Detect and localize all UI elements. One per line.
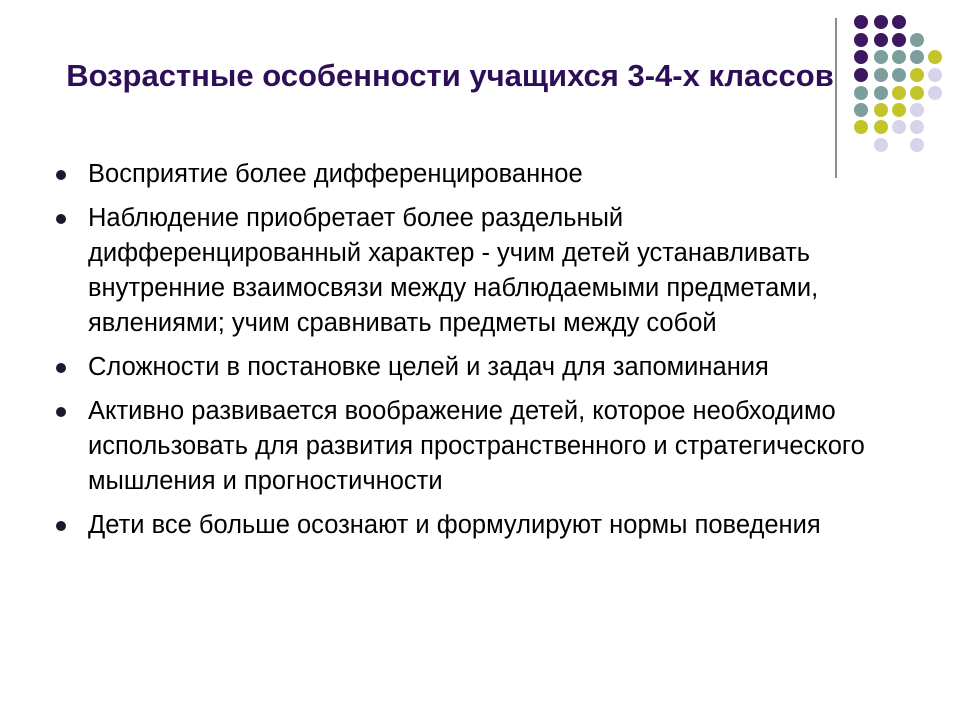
decorative-dot: [892, 103, 906, 117]
bullet-text: Наблюдение приобретает более раздельный дифференцированный характер - учим детей устанавливать внутренние взаимосвязи между наблюдаемыми предметами, явлениями; учим сравнивать предметы между собой: [88, 204, 819, 337]
bullet-dot-icon: [56, 521, 66, 531]
decorative-dot: [874, 15, 888, 29]
decorative-dot: [854, 15, 868, 29]
bullet-item: [48, 508, 868, 543]
bullet-dot-icon: [56, 170, 66, 180]
bullet-item: [48, 394, 868, 499]
bullet-text: Активно развивается воображение детей, которое необходимо использовать для развития пространственного и стратегического мышления и прогностичности: [88, 397, 865, 495]
decorative-dot: [910, 120, 924, 134]
decorative-dot: [892, 33, 906, 47]
decorative-dot: [928, 86, 942, 100]
decorative-dot: [854, 86, 868, 100]
decorative-dot: [874, 50, 888, 64]
decorative-dot: [910, 86, 924, 100]
slide-title: Возрастные особенности учащихся 3-4-х классов: [66, 58, 834, 93]
decorative-dot: [910, 103, 924, 117]
decorative-dot: [874, 68, 888, 82]
bullet-text: Восприятие более дифференцированное: [88, 160, 583, 188]
decorative-dot: [910, 50, 924, 64]
decorative-dot: [874, 103, 888, 117]
bullet-dot-icon: [56, 407, 66, 417]
decorative-dot: [892, 68, 906, 82]
bullet-item: [48, 201, 868, 341]
bullet-text: Дети все больше осознают и формулируют нормы поведения: [88, 511, 821, 539]
bullet-list: [48, 157, 868, 552]
decorative-dot: [910, 138, 924, 152]
decorative-dot: [928, 50, 942, 64]
decorative-dot: [892, 120, 906, 134]
decorative-dot: [892, 50, 906, 64]
decorative-dot: [854, 33, 868, 47]
decorative-dot: [854, 103, 868, 117]
bullet-text: Сложности в постановке целей и задач для запоминания: [88, 353, 769, 381]
decorative-dot: [892, 15, 906, 29]
bullet-dot-icon: [56, 214, 66, 224]
bullet-dot-icon: [56, 363, 66, 373]
decorative-dot: [854, 120, 868, 134]
bullet-item: [48, 157, 868, 192]
decorative-dot: [874, 86, 888, 100]
decorative-dot: [874, 120, 888, 134]
bullet-item: [48, 350, 868, 385]
decorative-dot: [854, 68, 868, 82]
decorative-dot: [892, 86, 906, 100]
decorative-dot: [874, 138, 888, 152]
decorative-dot: [910, 68, 924, 82]
decorative-dot: [854, 50, 868, 64]
decorative-dot: [874, 33, 888, 47]
decorative-dot: [910, 33, 924, 47]
decorative-dot: [928, 68, 942, 82]
